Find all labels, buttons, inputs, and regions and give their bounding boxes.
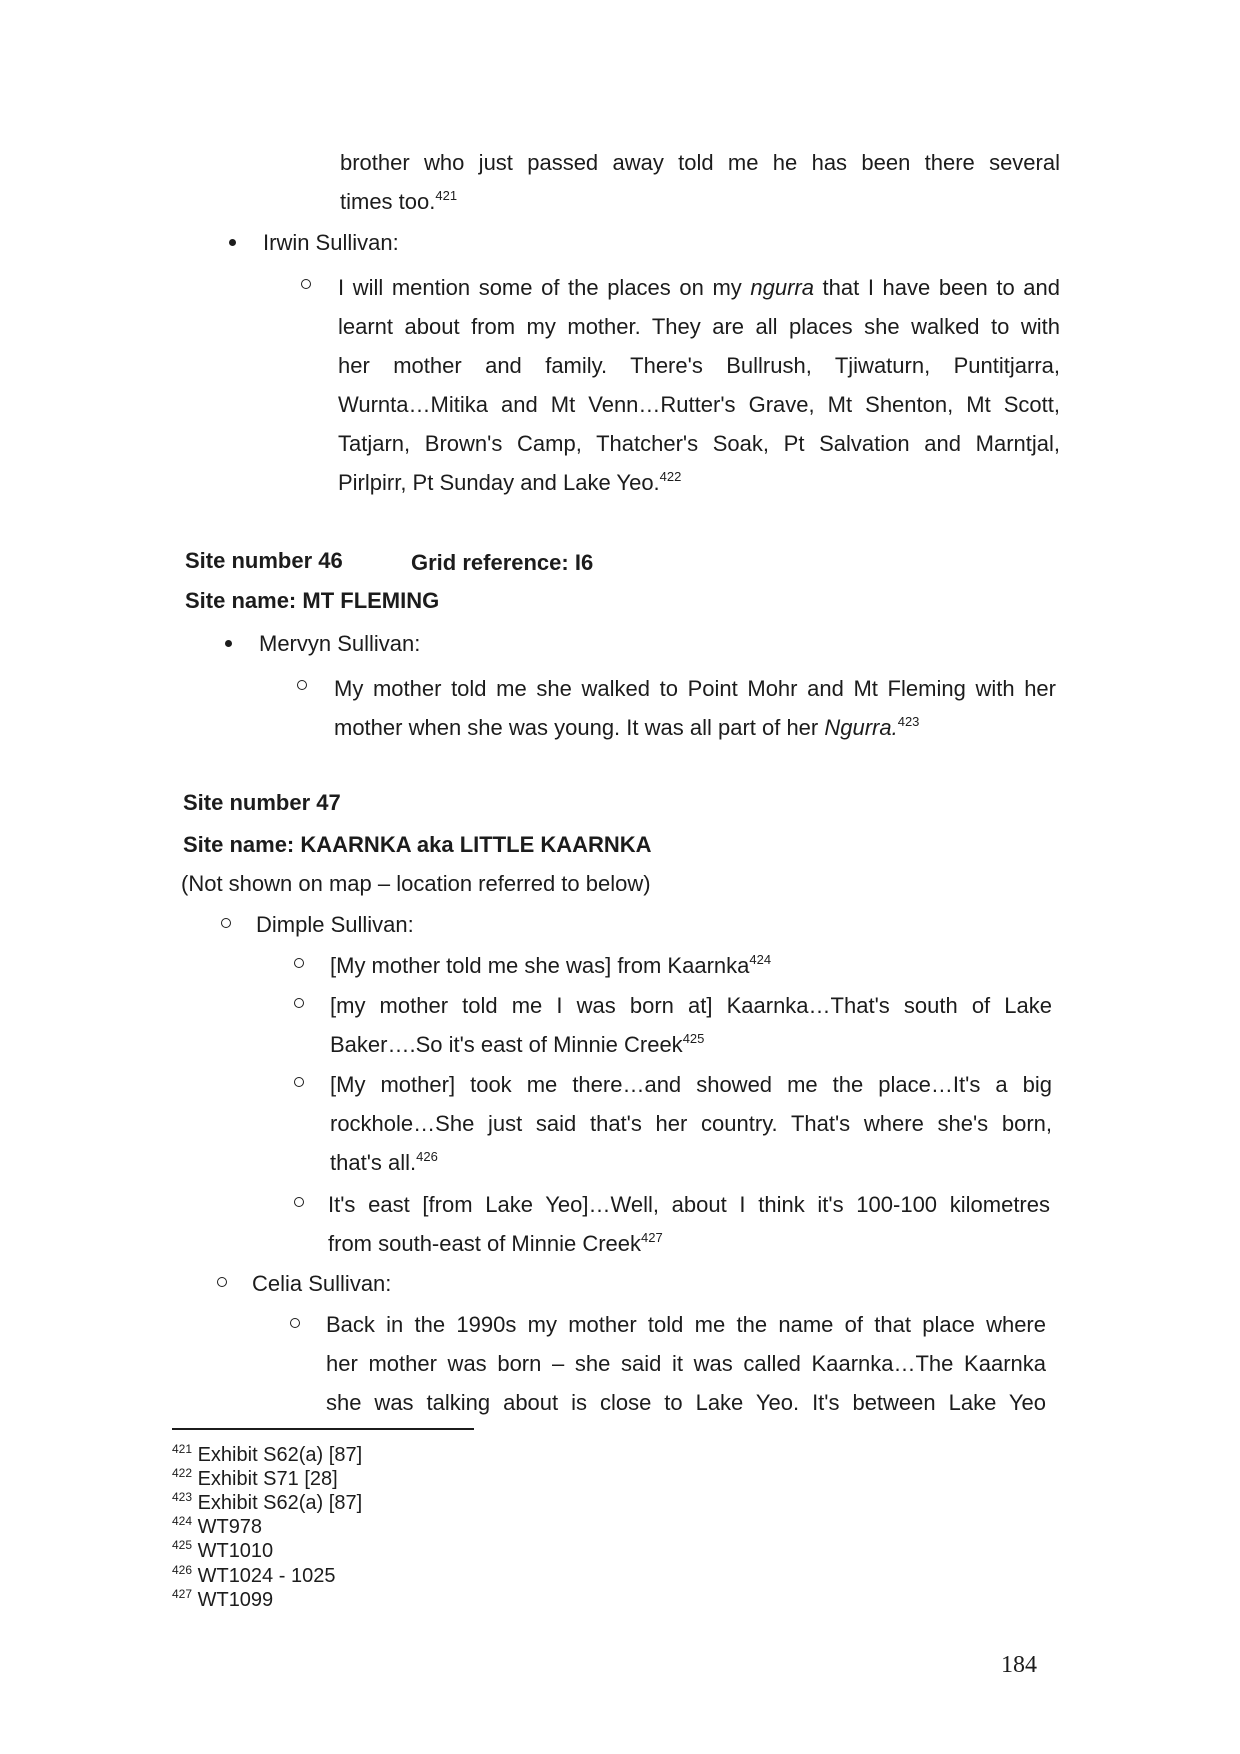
circle-bullet-icon xyxy=(217,1277,227,1287)
quote-line: mother when she was young. It was all part of her Ngurra.$^{423}$ xyxy=(334,714,920,740)
quote-line: Wurnta…Mitika and Mt Venn…Rutter's Grave, Mt Shenton, Mt Scott, xyxy=(338,392,1060,417)
circle-bullet-icon xyxy=(294,998,304,1008)
site-number-heading: Site number 47 xyxy=(183,790,341,815)
bullet-icon xyxy=(225,640,232,647)
page-number: 184 xyxy=(1001,1652,1037,1678)
quote-line: that's all.$^{426}$ xyxy=(330,1149,438,1175)
footnote: $^{423}$ Exhibit S62(a) [87] xyxy=(172,1490,363,1514)
circle-bullet-icon xyxy=(221,918,231,928)
quote-line: Pirlpirr, Pt Sunday and Lake Yeo.$^{422}$ xyxy=(338,469,682,495)
quote-line: Baker….So it's east of Minnie Creek$^{425}$ xyxy=(330,1031,705,1057)
quote-line: she was talking about is close to Lake Yeo. It's between Lake Yeo xyxy=(326,1390,1046,1415)
speaker-name: Irwin Sullivan: xyxy=(263,230,399,255)
bullet-icon xyxy=(229,239,236,246)
grid-reference-heading: Grid reference: I6 xyxy=(411,550,594,575)
quote-line: It's east [from Lake Yeo]…Well, about I think it's 100-100 kilometres xyxy=(328,1192,1050,1217)
circle-bullet-icon xyxy=(297,680,307,690)
quote-line: [My mother] took me there…and showed me the place…It's a big xyxy=(330,1072,1052,1097)
footnote-ref: 427 xyxy=(641,1230,663,1245)
speaker-name: Dimple Sullivan: xyxy=(256,912,414,937)
quote-line: I will mention some of the places on my ngurra that I have been to and xyxy=(338,275,1060,300)
quote-line: from south-east of Minnie Creek$^{427}$ xyxy=(328,1230,663,1256)
body-line: brother who just passed away told me he has been there several xyxy=(340,150,1060,175)
quote-line: her mother and family. There's Bullrush, Tjiwaturn, Puntitjarra, xyxy=(338,353,1060,378)
footnote: $^{425}$ WT1010 xyxy=(172,1538,274,1562)
quote-line: My mother told me she walked to Point Mohr and Mt Fleming with her xyxy=(334,676,1056,701)
speaker-name: Mervyn Sullivan: xyxy=(259,631,421,656)
footnote: $^{424}$ WT978 xyxy=(172,1514,263,1538)
quote-line: [My mother told me she was] from Kaarnka$^{424}$ xyxy=(330,952,772,978)
footnote-separator xyxy=(172,1428,474,1430)
quote-line: rockhole…She just said that's her country. That's where she's born, xyxy=(330,1111,1052,1136)
footnote-ref: 422 xyxy=(659,469,682,484)
quote-line: Tatjarn, Brown's Camp, Thatcher's Soak, Pt Salvation and Marntjal, xyxy=(338,431,1060,456)
site-note: (Not shown on map – location referred to below) xyxy=(181,871,651,896)
footnote: $^{422}$ Exhibit S71 [28] xyxy=(172,1466,338,1490)
site-name-heading: Site name: KAARNKA aka LITTLE KAARNKA xyxy=(183,832,652,857)
circle-bullet-icon xyxy=(294,1197,304,1207)
footnote-ref: 423 xyxy=(897,714,920,729)
circle-bullet-icon xyxy=(294,958,304,968)
speaker-name: Celia Sullivan: xyxy=(252,1271,392,1296)
site-name-heading: Site name: MT FLEMING xyxy=(185,588,440,613)
circle-bullet-icon xyxy=(290,1318,300,1328)
circle-bullet-icon xyxy=(301,279,311,289)
quote-line: Back in the 1990s my mother told me the name of that place where xyxy=(326,1312,1046,1337)
footnote: $^{426}$ WT1024 - 1025 xyxy=(172,1563,336,1587)
footnote: $^{427}$ WT1099 xyxy=(172,1587,274,1611)
quote-line: [my mother told me I was born at] Kaarnka…That's south of Lake xyxy=(330,993,1052,1018)
site-number-heading: Site number 46 xyxy=(185,548,343,573)
footnote: $^{421}$ Exhibit S62(a) [87] xyxy=(172,1442,363,1466)
quote-line: her mother was born – she said it was called Kaarnka…The Kaarnka xyxy=(326,1351,1046,1376)
quote-line: learnt about from my mother. They are all places she walked to with xyxy=(338,314,1060,339)
body-line: times too.$^{421}$ xyxy=(340,188,458,214)
footnote-ref: 426 xyxy=(416,1149,438,1164)
footnote-ref: 425 xyxy=(682,1031,705,1046)
footnote-ref: 424 xyxy=(749,952,772,967)
footnote-ref: 421 xyxy=(435,188,458,203)
circle-bullet-icon xyxy=(294,1077,304,1087)
